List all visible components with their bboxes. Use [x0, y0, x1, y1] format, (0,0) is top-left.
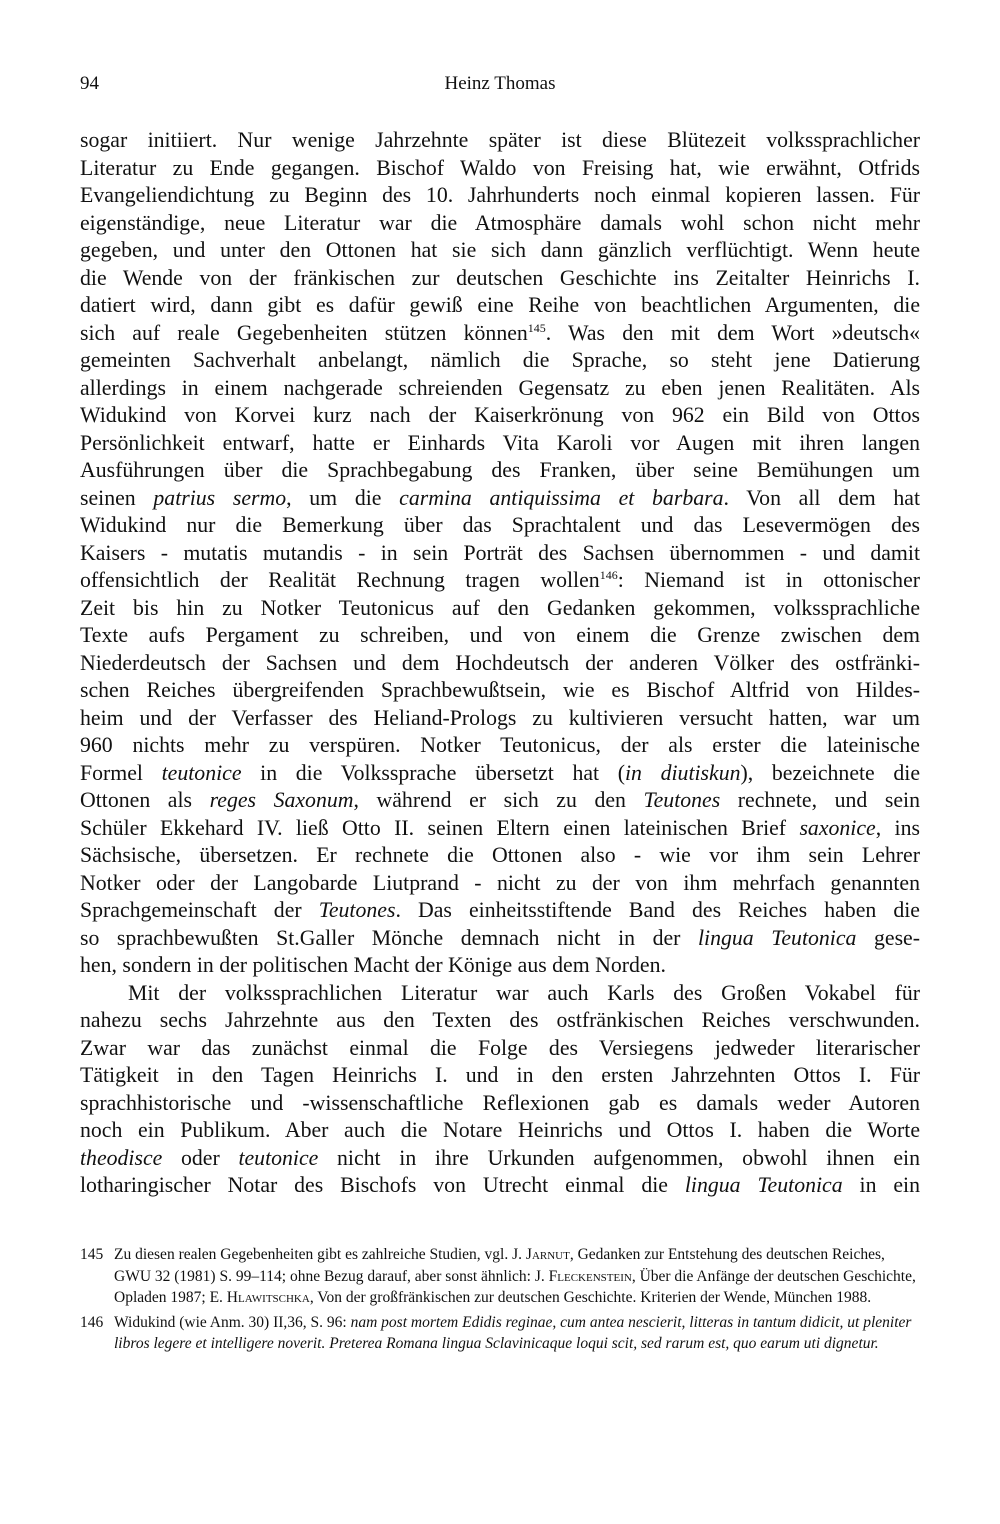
text-line — [80, 347, 920, 375]
text-line — [80, 540, 920, 568]
text-run: Mit der volkssprachlichen Literatur war auch Karls des Großen Vokabel für — [128, 980, 920, 1005]
text-run: Notker oder der Langobarde Liutprand - nicht zu der von ihm mehrfach genannten — [80, 870, 920, 895]
text-run: , Über die Anfänge der deutschen Geschichte, Opladen 1987; E. — [114, 1267, 916, 1306]
text-line — [80, 1172, 920, 1200]
footnote-number: 146 — [80, 1313, 104, 1331]
text-line — [80, 980, 920, 1008]
text-line — [80, 265, 920, 293]
text-run: allerdings in einem nachgerade schreienden Gegensatz zu eben jenen Realitäten. Als — [80, 375, 920, 400]
text-run: eigenständige, neue Literatur war die Atmosphäre damals wohl schon nicht mehr — [80, 210, 920, 235]
text-line — [80, 787, 920, 815]
page-header — [80, 73, 920, 105]
text-run: , während er sich zu den — [353, 788, 644, 812]
text-run: schen Reiches übergreifenden Sprachbewußtsein, wie es Bischof Altfrid von Hildes- — [80, 678, 920, 702]
text-line — [80, 677, 920, 705]
text-run: lotharingischer Notar des Bischofs von Utrecht einmal die — [80, 1173, 685, 1197]
italic-text: saxonice — [799, 815, 876, 840]
text-run: noch ein Publikum. Aber auch die Notare Heinrichs und Ottos I. haben die Worte — [80, 1118, 920, 1142]
text-run: Kaisers - mutatis mutandis - in sein Porträt des Sachsen übernommen - und damit — [80, 540, 920, 565]
footnote-text — [114, 1246, 916, 1306]
text-run: Zwar war das zunächst einmal die Folge des Versiegens jedweder literarischer — [80, 1035, 920, 1060]
text-line — [80, 1062, 920, 1090]
text-run: : Niemand ist in ottonischer — [617, 568, 920, 592]
text-run: Sächsische, übersetzen. Er rechnete die Ottonen also - wie vor ihm sein Lehrer — [80, 843, 920, 867]
author-name: Jarnut — [525, 1246, 570, 1263]
footnotes — [80, 1244, 920, 1358]
text-run: offensichtlich der Realität Rechnung tragen wollen — [80, 568, 600, 592]
page-number: 94 — [80, 73, 99, 94]
text-line — [80, 595, 920, 623]
italic-text: lingua Teutonica — [698, 925, 857, 950]
text-line — [80, 127, 920, 155]
italic-text: patrius sermo — [153, 485, 287, 510]
text-line — [80, 870, 920, 898]
text-line — [80, 210, 920, 238]
italic-text: Teutones — [318, 898, 396, 922]
text-run: , Gedanken zur Entstehung des deutschen Reiches, GWU 32 (1981) S. 99–114; ohne Bezug darauf, aber sonst ähnlich: J. — [114, 1246, 885, 1285]
text-run: . Das einheitsstiftende Band des Reiches haben die — [395, 898, 920, 922]
text-run: hen, sondern in der politischen Macht der Könige aus dem Norden. — [80, 953, 666, 977]
text-run: Texte aufs Pergament zu schreiben, und von einem die Grenze zwischen dem — [80, 623, 920, 647]
text-line — [80, 925, 920, 953]
text-run: . Was den mit dem Wort »deutsch« — [545, 320, 920, 345]
text-run: datiert wird, dann gibt es dafür gewiß eine Reihe von beachtlichen Argumenten, die — [80, 293, 920, 317]
text-line — [80, 1145, 920, 1173]
main-text — [80, 127, 920, 1200]
text-line — [80, 897, 920, 925]
text-line — [80, 402, 920, 430]
text-run: die Wende von der fränkischen zur deutschen Geschichte ins Zeitalter Heinrichs I. — [80, 265, 920, 290]
text-line — [80, 237, 920, 265]
text-run: Zu diesen realen Gegebenheiten gibt es zahlreiche Studien, vgl. J. — [114, 1246, 526, 1263]
text-run: , ins — [875, 815, 920, 840]
text-line — [80, 622, 920, 650]
text-run: in die Volkssprache übersetzt hat ( — [241, 760, 625, 785]
text-run: Niederdeutsch der Sachsen und dem Hochdeutsch der anderen Völker des ostfränki- — [80, 650, 920, 675]
text-run: ), bezeichnete die — [740, 760, 921, 785]
text-run: sich auf reale Gegebenheiten stützen können — [80, 320, 528, 345]
text-line — [80, 842, 920, 870]
text-run: Formel — [80, 760, 162, 785]
text-run: Persönlichkeit entwarf, hatte er Einhards Vita Karoli vor Augen mit ihren langen — [80, 430, 920, 455]
footnote-text — [114, 1314, 911, 1353]
footnote-reference: 145 — [527, 320, 546, 335]
text-line — [80, 567, 920, 595]
text-run: Tätigkeit in den Tagen Heinrichs I. und in den ersten Jahrzehnten Ottos I. Für — [80, 1063, 920, 1087]
text-run: heim und der Verfasser des Heliand-Prologs zu kultivieren versucht hatten, war um — [80, 705, 920, 730]
text-line — [80, 320, 920, 348]
text-line — [80, 430, 920, 458]
text-line — [80, 1007, 920, 1035]
text-run: nicht in ihre Urkunden aufgenommen, obwohl ihnen ein — [318, 1145, 920, 1170]
text-run: seinen — [80, 485, 154, 510]
text-line — [80, 760, 920, 788]
text-run: Zeit bis hin zu Notker Teutonicus auf den Gedanken gekommen, volkssprachliche — [80, 595, 920, 620]
footnote — [80, 1312, 920, 1355]
italic-text: Teutones — [643, 788, 721, 812]
footnote — [80, 1244, 920, 1309]
text-line — [80, 650, 920, 678]
italic-text: lingua Teutonica — [684, 1173, 843, 1197]
text-run: nahezu sechs Jahrzehnte aus den Texten des ostfränkischen Reiches verschwunden. — [80, 1008, 920, 1032]
text-line — [80, 815, 920, 843]
text-line — [80, 512, 920, 540]
text-line — [80, 292, 920, 320]
text-run: Widukind (wie Anm. 30) II,36, S. 96: — [114, 1313, 351, 1331]
text-line — [80, 1117, 920, 1145]
footnote-reference: 146 — [599, 568, 618, 582]
text-run: Ausführungen über die Sprachbegabung des Franken, über seine Bemühungen um — [80, 458, 920, 482]
italic-text: nam post mortem Edidis reginae, cum antea nescierit, litteras in tantum didicit, ut pleniter libros legere et intelligere noverit. Preterea Romana lingua Sclavinicaque loqui scit, sed rarum est, quo earum uti dignetur. — [114, 1313, 912, 1352]
text-run: rechnete, und sein — [720, 788, 920, 812]
text-run: Ottonen als — [80, 788, 210, 812]
italic-text: teutonice — [238, 1145, 319, 1170]
text-line — [80, 732, 920, 760]
text-line — [80, 457, 920, 485]
text-run: , Von der großfränkischen zur deutschen Geschichte. Kriterien der Wende, München 1988. — [309, 1289, 872, 1306]
italic-text: in diutiskun — [624, 760, 741, 785]
text-line — [80, 1090, 920, 1118]
text-run: gegeben, und unter den Ottonen hat sie sich dann gänzlich verflüchtigt. Wenn heute — [80, 238, 920, 262]
author-name: Hlawitschka — [226, 1289, 310, 1306]
italic-text: carmina antiquissima et barbara — [399, 485, 724, 510]
italic-text: reges Saxonum — [209, 788, 354, 812]
text-run: Evangeliendichtung zu Beginn des 10. Jahrhunderts noch einmal kopieren lassen. Für — [80, 183, 920, 207]
text-line — [80, 1035, 920, 1063]
text-run: Widukind von Korvei kurz nach der Kaiserkrönung von 962 ein Bild von Ottos — [80, 403, 920, 427]
text-run: Sprachgemeinschaft der — [80, 898, 319, 922]
text-run: . Von all dem hat — [723, 485, 920, 510]
text-line — [80, 952, 920, 980]
footnote-number: 145 — [80, 1246, 104, 1263]
text-run: Widukind nur die Bemerkung über das Sprachtalent und das Lesevermögen des — [80, 513, 920, 537]
text-run: , um die — [286, 485, 400, 510]
text-line — [80, 182, 920, 210]
text-line — [80, 705, 920, 733]
text-run: sogar initiiert. Nur wenige Jahrzehnte später ist diese Blütezeit volkssprachlicher — [80, 128, 920, 152]
text-line — [80, 375, 920, 403]
author-name: Fleckenstein — [548, 1267, 632, 1285]
text-line — [80, 155, 920, 183]
text-run: sprachhistorische und -wissenschaftliche Reflexionen gab es damals weder Autoren — [80, 1090, 920, 1115]
text-run: so sprachbewußten St.Galler Mönche demnach nicht in der — [80, 925, 698, 950]
text-line — [80, 485, 920, 513]
text-run: gese- — [856, 925, 920, 950]
text-run: oder — [162, 1145, 239, 1170]
text-run: gemeinten Sachverhalt anbelangt, nämlich die Sprache, so steht jene Datierung — [80, 348, 920, 372]
italic-text: theodisce — [80, 1145, 163, 1170]
text-run: in ein — [842, 1173, 920, 1197]
running-head: Heinz Thomas — [444, 73, 556, 94]
text-run: 960 nichts mehr zu verspüren. Notker Teutonicus, der als erster die lateinische — [80, 733, 920, 757]
text-run: Schüler Ekkehard IV. ließ Otto II. seinen Eltern einen lateinischen Brief — [80, 815, 800, 840]
italic-text: teutonice — [161, 760, 242, 785]
text-run: Literatur zu Ende gegangen. Bischof Waldo von Freising hat, wie erwähnt, Otfrids — [80, 155, 920, 180]
